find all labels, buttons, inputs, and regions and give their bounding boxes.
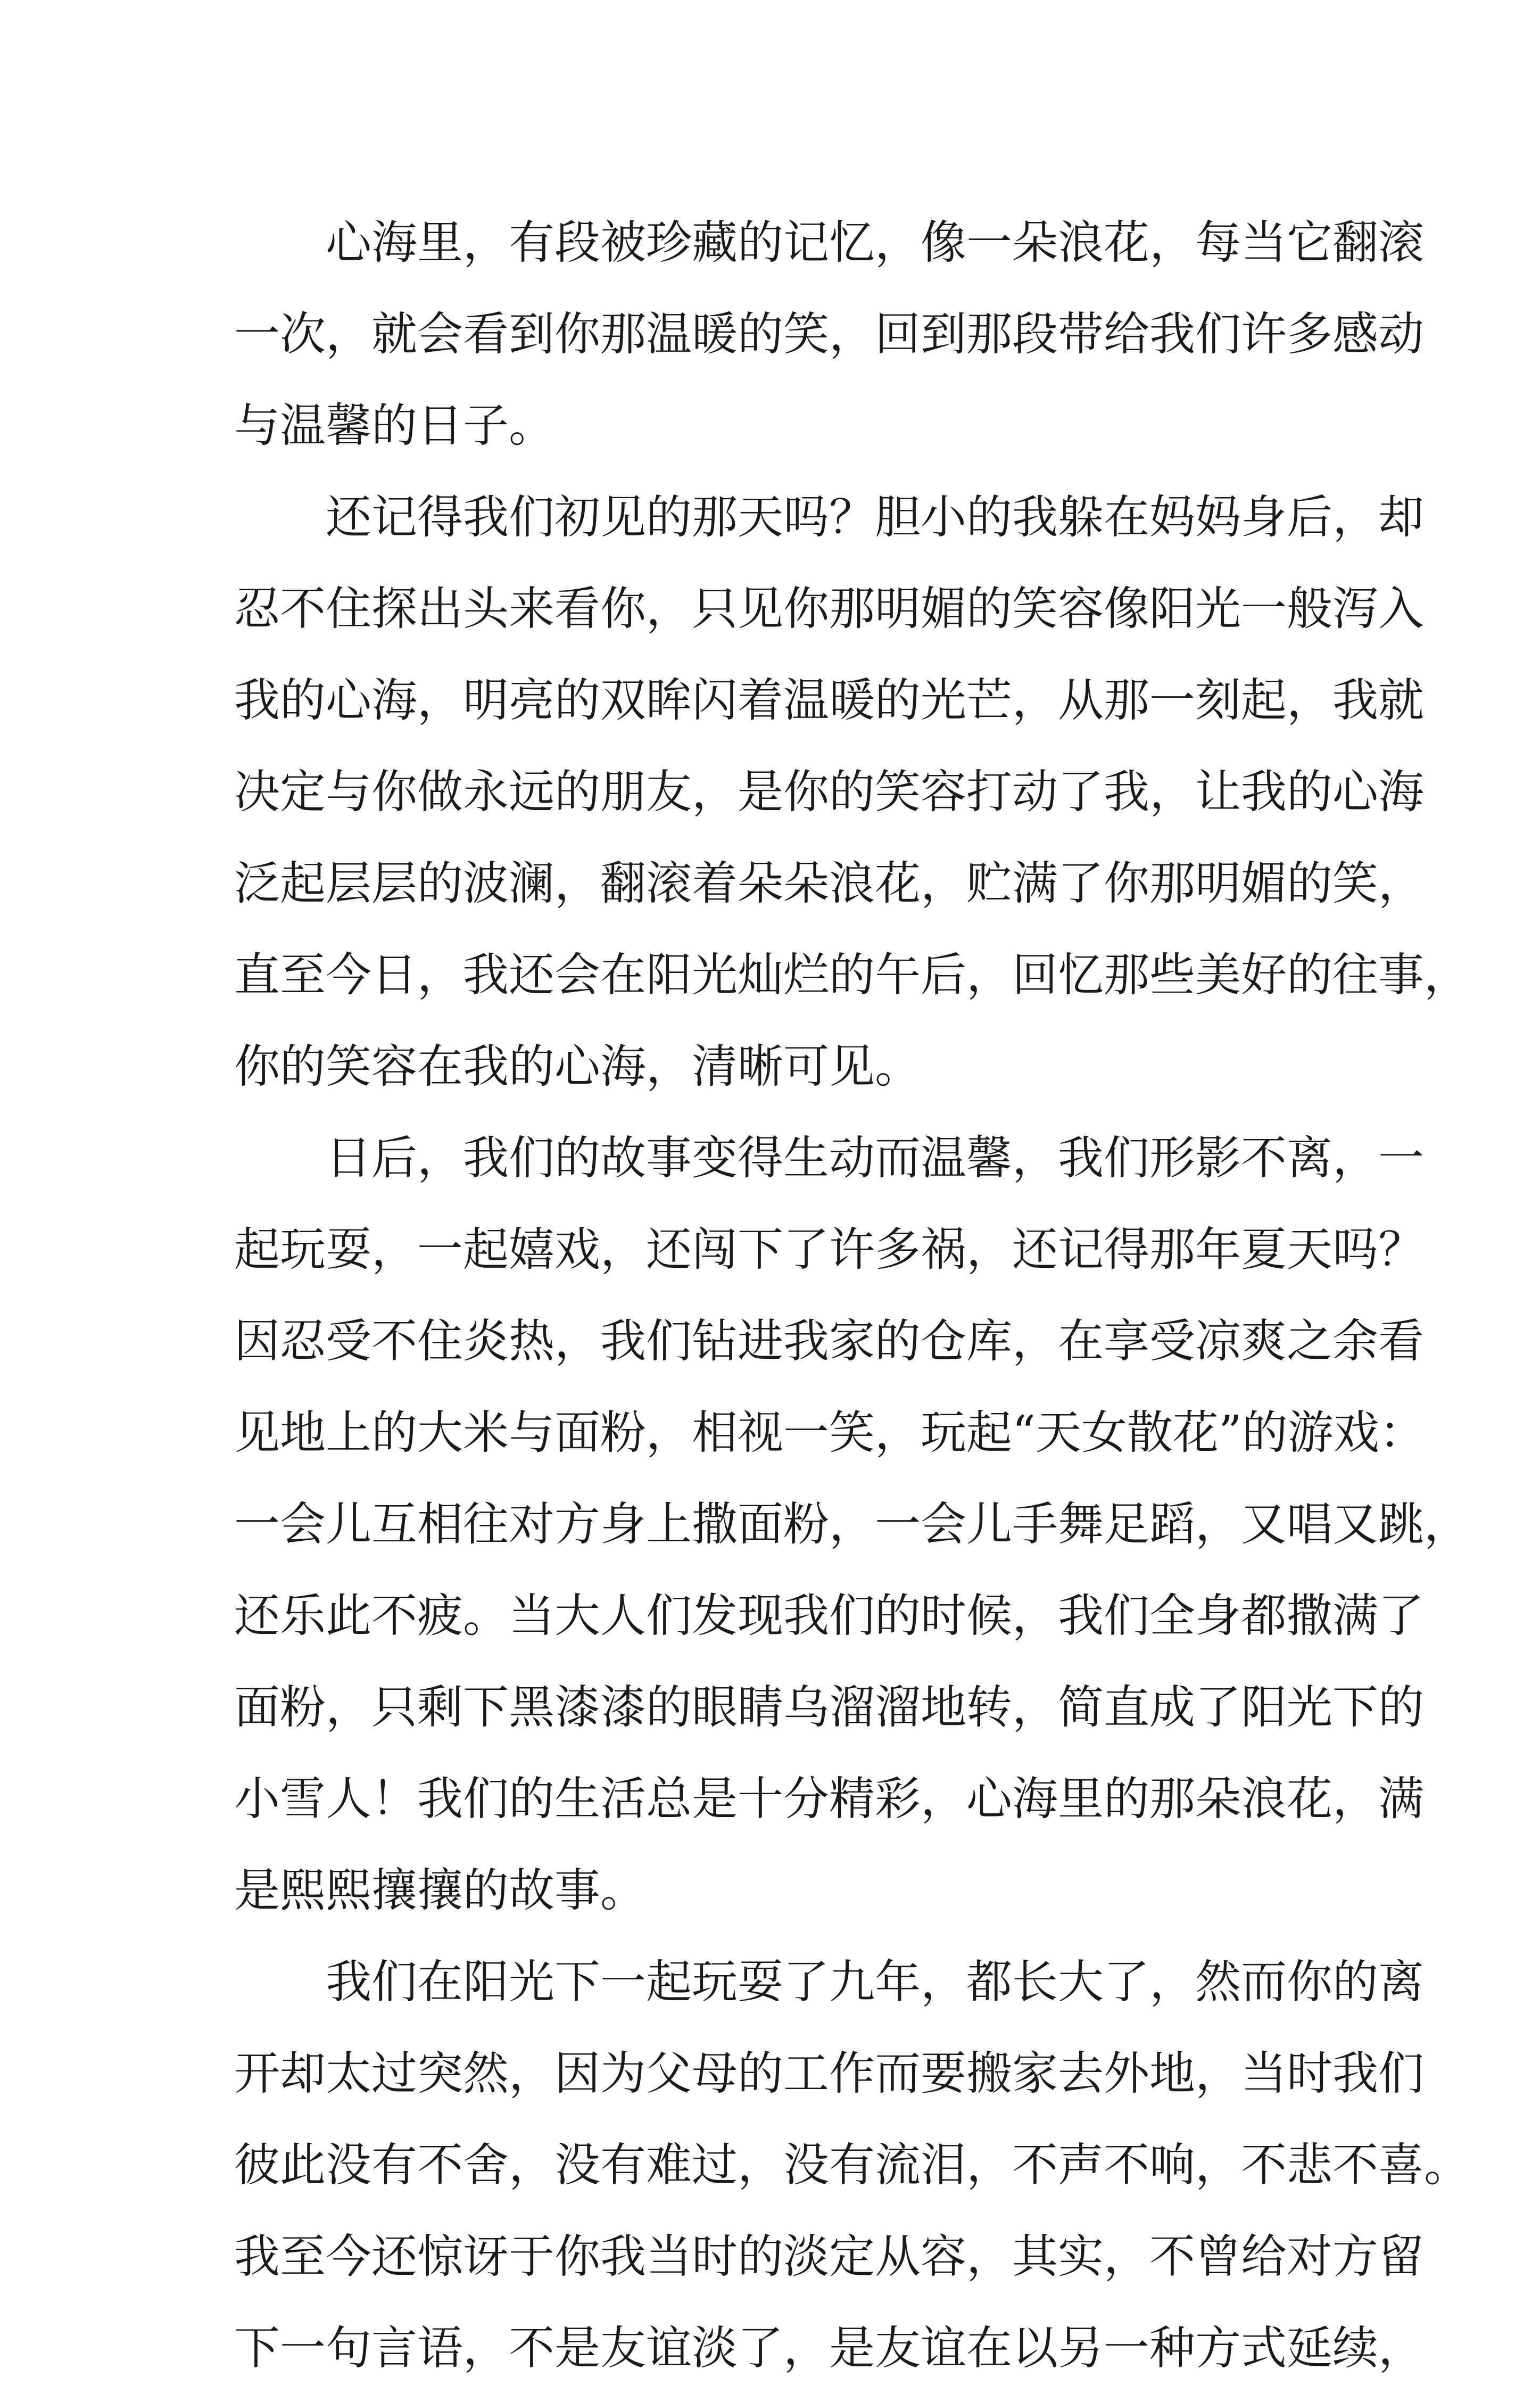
paragraph-3 bbox=[234, 1112, 1470, 1936]
text-line: 面粉，只剩下黑漆漆的眼睛乌溜溜地转，简直成了阳光下的 bbox=[234, 1681, 1424, 1734]
text-line: 一次，就会看到你那温暖的笑，回到那段带给我们许多感动 bbox=[234, 308, 1424, 361]
text-line: 起玩耍，一起嬉戏，还闯下了许多祸，还记得那年夏天吗？ bbox=[234, 1223, 1424, 1276]
text-line: 开却太过突然，因为父母的工作而要搬家去外地，当时我们 bbox=[234, 2047, 1424, 2100]
paragraph-4 bbox=[234, 1936, 1470, 2394]
text-line: 还记得我们初见的那天吗？胆小的我躲在妈妈身后，却 bbox=[326, 491, 1424, 544]
text-line: 还乐此不疲。当大人们发现我们的时候，我们全身都撒满了 bbox=[234, 1589, 1424, 1642]
text-line: 心海里，有段被珍藏的记忆，像一朵浪花，每当它翻滚 bbox=[326, 216, 1424, 269]
text-line: 我至今还惊讶于你我当时的淡定从容，其实，不曾给对方留 bbox=[234, 2230, 1424, 2283]
paragraph-2 bbox=[234, 472, 1470, 1112]
text-line: 我们在阳光下一起玩耍了九年，都长大了，然而你的离 bbox=[326, 1955, 1424, 2009]
text-line: 彼此没有不舍，没有难过，没有流泪，不声不响，不悲不喜。 bbox=[234, 2139, 1470, 2192]
text-line: 直至今日，我还会在阳光灿烂的午后，回忆那些美好的往事， bbox=[234, 948, 1470, 1002]
text-line: 一会儿互相往对方身上撒面粉，一会儿手舞足蹈，又唱又跳， bbox=[234, 1498, 1470, 1551]
text-line: 你的笑容在我的心海，清晰可见。 bbox=[234, 1040, 921, 1093]
paragraph-1 bbox=[234, 197, 1424, 472]
text-line: 见地上的大米与面粉，相视一笑，玩起“天女散花”的游戏： bbox=[234, 1406, 1425, 1459]
text-line: 忍不住探出头来看你，只见你那明媚的笑容像阳光一般泻入 bbox=[234, 582, 1424, 635]
text-line: 我的心海，明亮的双眸闪着温暖的光芒，从那一刻起，我就 bbox=[234, 674, 1424, 727]
text-line: 因忍受不住炎热，我们钻进我家的仓库，在享受凉爽之余看 bbox=[234, 1315, 1424, 1368]
text-line: 决定与你做永远的朋友，是你的笑容打动了我，让我的心海 bbox=[234, 765, 1424, 819]
essay-body bbox=[234, 197, 1470, 2394]
text-line: 下一句言语，不是友谊淡了，是友谊在以另一种方式延续， bbox=[234, 2322, 1424, 2375]
text-line: 泛起层层的波澜，翻滚着朵朵浪花，贮满了你那明媚的笑， bbox=[234, 857, 1424, 910]
text-line: 日后，我们的故事变得生动而温馨，我们形影不离，一 bbox=[326, 1132, 1424, 1185]
text-line: 小雪人！我们的生活总是十分精彩，心海里的那朵浪花，满 bbox=[234, 1772, 1424, 1826]
text-line: 与温馨的日子。 bbox=[234, 399, 554, 452]
text-line: 是熙熙攘攘的故事。 bbox=[234, 1864, 646, 1917]
